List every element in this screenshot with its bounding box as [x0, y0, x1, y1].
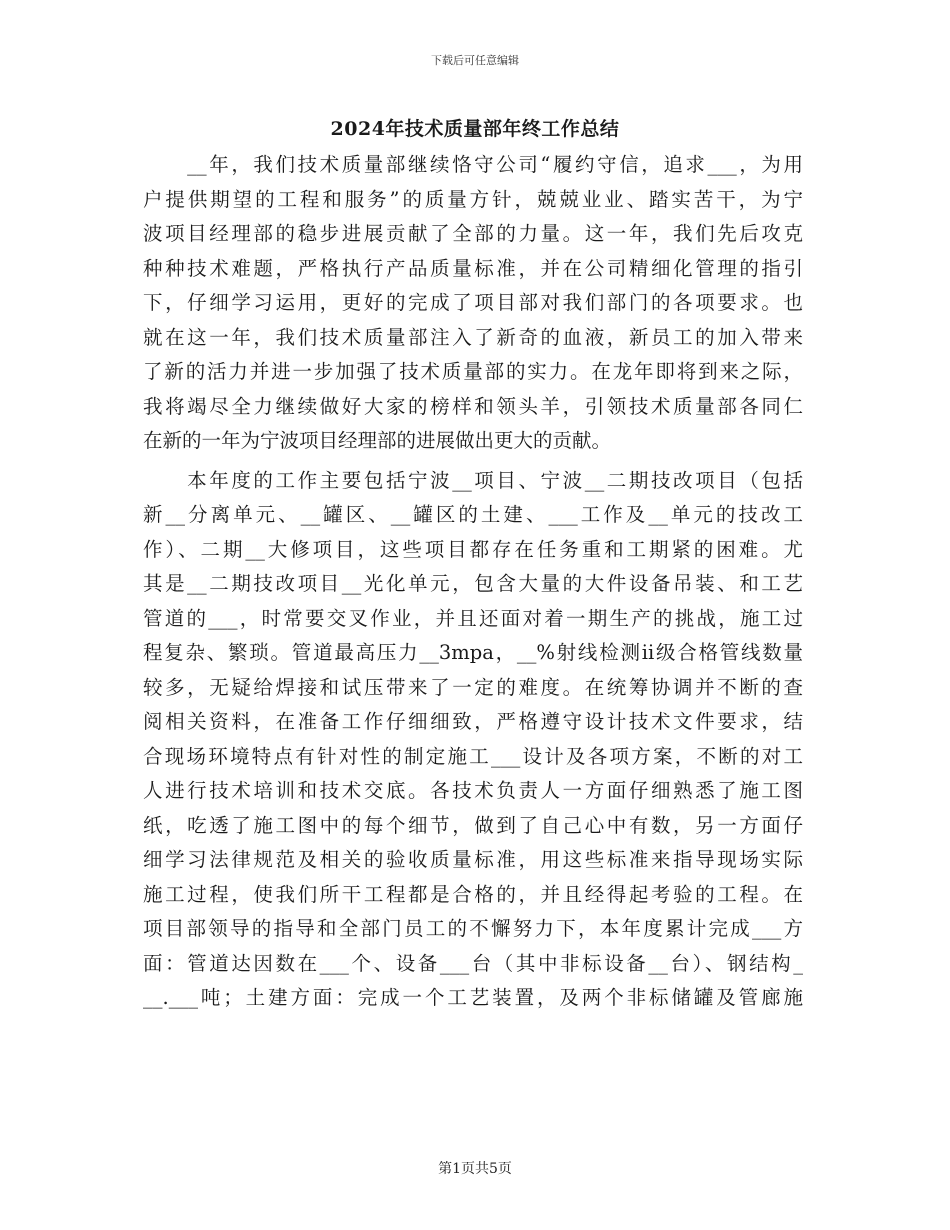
text-line: __.___吨；土建方面：完成一个工艺装置，及两个非标储罐及管廊施 — [143, 986, 803, 1009]
document-title: 2024年技术质量部年终工作总结 — [330, 118, 620, 140]
text-line: 纸，吃透了施工图中的每个细节，做到了自己心中有数，另一方面仔 — [143, 813, 803, 837]
text-line: 本年度的工作主要包括宁波__项目、宁波__二期技改项目（包括 — [143, 468, 803, 492]
text-line: 户提供期望的工程和服务”的质量方针，兢兢业业、踏实苦干，为宁 — [143, 187, 803, 211]
text-line: 较多，无疑给焊接和试压带来了一定的难度。在统筹协调并不断的查 — [143, 675, 803, 699]
text-line: 项目部领导的指导和全部门员工的不懈努力下，本年度累计完成___方 — [143, 917, 803, 940]
text-line: 合现场环境特点有针对性的制定施工___设计及各项方案，不断的对工 — [143, 744, 803, 768]
text-line: 种种技术难题，严格执行产品质量标准，并在公司精细化管理的指引 — [143, 256, 803, 280]
document-body — [143, 148, 803, 1016]
text-line: 作）、二期__大修项目，这些项目都存在任务重和工期紧的困难。尤 — [143, 537, 803, 561]
text-line: 下，仔细学习运用，更好的完成了项目部对我们部门的各项要求。也 — [143, 291, 803, 314]
text-line: 细学习法律规范及相关的验收质量标准，用这些标准来指导现场实际 — [143, 848, 803, 871]
text-line: 在新的一年为宁波项目经理部的进展做出更大的贡献。 — [143, 429, 612, 452]
text-line: 面：管道达因数在___个、设备___台（其中非标设备__台）、钢结构_ — [143, 951, 803, 975]
text-line: 人进行技术培训和技术交底。各技术负责人一方面仔细熟悉了施工图 — [143, 779, 803, 802]
text-line: 管道的___，时常要交叉作业，并且还面对着一期生产的挑战，施工过 — [143, 606, 803, 630]
text-line: 我将竭尽全力继续做好大家的榜样和领头羊，引领技术质量部各同仁 — [143, 394, 803, 418]
text-line: 了新的活力并进一步加强了技术质量部的实力。在龙年即将到来之际， — [143, 360, 803, 383]
page-number: 第1页共5页 — [438, 1161, 512, 1177]
text-line: 程复杂、繁琐。管道最高压力__3mpa，__%射线检测ii级合格管线数量 — [143, 641, 803, 664]
text-line: 就在这一年，我们技术质量部注入了新奇的血液，新员工的加入带来 — [143, 325, 803, 349]
text-line: 阅相关资料，在准备工作仔细细致，严格遵守设计技术文件要求，结 — [143, 710, 803, 733]
page-header-note: 下载后可任意编辑 — [431, 54, 519, 67]
text-line: __年，我们技术质量部继续恪守公司“履约守信，追求___，为用 — [143, 153, 803, 176]
paragraph-1 — [143, 148, 803, 459]
text-line: 其是__二期技改项目__光化单元，包含大量的大件设备吊装、和工艺 — [143, 572, 803, 595]
text-line: 新__分离单元、__罐区、__罐区的土建、___工作及__单元的技改工 — [143, 503, 803, 526]
text-line: 施工过程，使我们所干工程都是合格的，并且经得起考验的工程。在 — [143, 882, 803, 906]
paragraph-2 — [143, 464, 803, 1016]
text-line: 波项目经理部的稳步进展贡献了全部的力量。这一年，我们先后攻克 — [143, 222, 803, 245]
